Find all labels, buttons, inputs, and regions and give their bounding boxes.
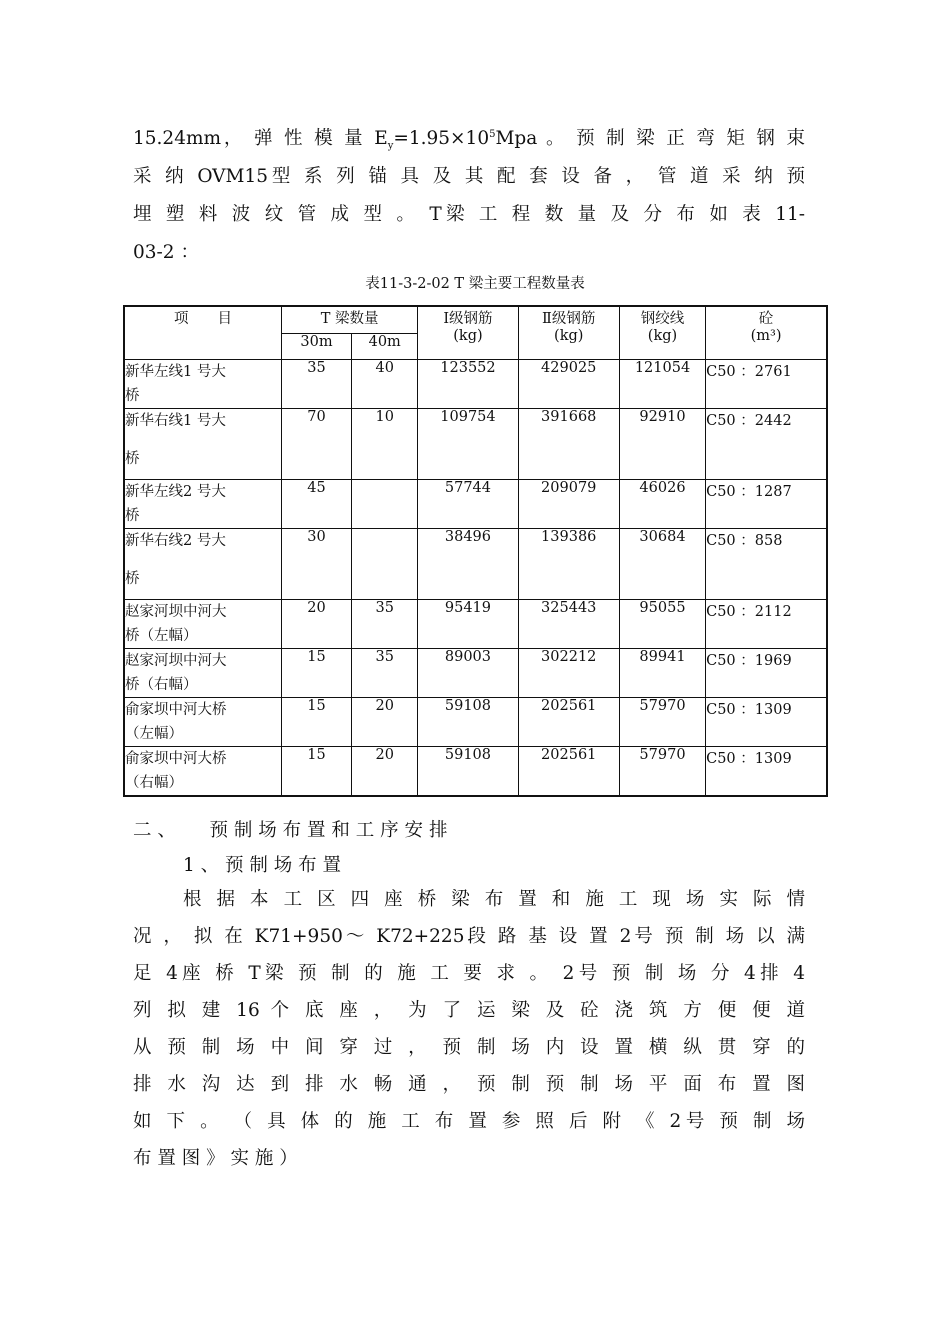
header-strand	[619, 306, 705, 360]
paragraph-line: 根 据 本 工 区 四 座 桥 梁 布 置 和 施 工 现 场 实 际 情	[183, 889, 805, 910]
cell-strand: 57970	[619, 747, 705, 797]
cell-concrete: C50 ：1287	[706, 480, 827, 529]
header-label: 钢绞线	[640, 311, 685, 327]
cell-30m: 70	[281, 409, 351, 480]
cell-40m: 35	[352, 649, 418, 698]
cell-steel2: 209079	[518, 480, 619, 529]
cell-name	[124, 600, 281, 649]
name-line: 新华左线2 号大	[125, 484, 226, 500]
paragraph-line: 03-2 ：	[133, 242, 199, 263]
cell-40m: 40	[352, 360, 418, 409]
name-line: 俞家坝中河大桥	[125, 751, 227, 767]
cell-strand: 57970	[619, 698, 705, 747]
cell-name	[124, 360, 281, 409]
header-label: Ⅱ级钢筋	[542, 311, 596, 327]
paragraph-line: 如 下 。 （ 具 体 的 施 工 布 置 参 照 后 附 《 2号 预 制 场	[133, 1111, 805, 1132]
cell-name	[124, 480, 281, 529]
table-row	[124, 600, 827, 649]
cell-name	[124, 698, 281, 747]
cell-concrete: C50 ：1309	[706, 747, 827, 797]
text-span: Mpa 。 预 制 梁 正 弯 矩 钢 束	[495, 128, 805, 149]
superscript: 5	[489, 128, 496, 140]
table-row	[124, 649, 827, 698]
cell-30m: 15	[281, 698, 351, 747]
subscript: y	[387, 140, 394, 152]
cell-40m: 35	[352, 600, 418, 649]
cell-40m: 20	[352, 698, 418, 747]
cell-30m: 35	[281, 360, 351, 409]
text-span: 15.24mm， 弹 性 模 量 E	[133, 128, 388, 149]
header-unit: (kg)	[554, 328, 584, 344]
name-line: （右幅）	[125, 775, 183, 791]
paragraph-line: 况 ， 拟 在 K71+950～ K72+225段 路 基 设 置 2号 预 制 场 以 满	[133, 926, 805, 947]
cell-steel1: 59108	[418, 747, 518, 797]
name-line: 桥	[125, 571, 140, 587]
paragraph-line: 列 拟 建 16 个 底 座 ， 为 了 运 梁 及 砼 浇 筑 方 便 便 道	[133, 1000, 805, 1021]
cell-steel2: 139386	[518, 529, 619, 600]
header-label: 砼	[758, 311, 774, 327]
paragraph-line	[133, 124, 805, 150]
header-steel2	[518, 306, 619, 360]
cell-steel2: 325443	[518, 600, 619, 649]
cell-40m	[352, 480, 418, 529]
table-row	[124, 529, 827, 600]
cell-concrete: C50 ：1969	[706, 649, 827, 698]
cell-concrete: C50 ：2112	[706, 600, 827, 649]
cell-steel2: 202561	[518, 698, 619, 747]
name-line: 新华左线1 号大	[125, 364, 226, 380]
paragraph-line: 采 纳 OVM15型 系 列 锚 具 及 其 配 套 设 备 ， 管 道 采 纳 预	[133, 166, 805, 187]
name-line: 新华右线2 号大	[125, 533, 226, 549]
paragraph-line: 埋 塑 料 波 纹 管 成 型 。 T梁 工 程 数 量 及 分 布 如 表 11-	[133, 204, 805, 225]
section-heading: 二 、 预 制 场 布 置 和 工 序 安 排	[133, 820, 448, 841]
cell-strand: 30684	[619, 529, 705, 600]
cell-40m: 20	[352, 747, 418, 797]
cell-concrete: C50 ：1309	[706, 698, 827, 747]
cell-strand: 89941	[619, 649, 705, 698]
cell-steel1: 123552	[418, 360, 518, 409]
cell-strand: 121054	[619, 360, 705, 409]
cell-30m: 20	[281, 600, 351, 649]
name-line: 新华右线1 号大	[125, 413, 226, 429]
cell-steel1: 38496	[418, 529, 518, 600]
name-line: 俞家坝中河大桥	[125, 702, 227, 718]
cell-strand: 92910	[619, 409, 705, 480]
name-line: 赵家河坝中河大	[125, 653, 227, 669]
cell-40m: 10	[352, 409, 418, 480]
cell-steel1: 95419	[418, 600, 518, 649]
name-line: 桥	[125, 451, 140, 467]
cell-30m: 45	[281, 480, 351, 529]
table-row	[124, 698, 827, 747]
header-40m: 40m	[352, 333, 418, 360]
header-30m: 30m	[281, 333, 351, 360]
name-line: 桥	[125, 388, 140, 404]
table-caption: 表11-3-2-02 T 梁主要工程数量表	[365, 276, 585, 292]
header-label: Ⅰ级钢筋	[443, 311, 493, 327]
name-line: 桥（右幅）	[125, 677, 198, 693]
cell-steel2: 202561	[518, 747, 619, 797]
cell-steel2: 391668	[518, 409, 619, 480]
cell-concrete: C50 ：2761	[706, 360, 827, 409]
header-concrete	[706, 306, 827, 360]
table-row	[124, 480, 827, 529]
header-steel1	[418, 306, 518, 360]
cell-steel2: 302212	[518, 649, 619, 698]
cell-concrete: C50 ：858	[706, 529, 827, 600]
cell-steel1: 59108	[418, 698, 518, 747]
name-line: 桥（左幅）	[125, 628, 198, 644]
subsection-heading: 1 、 预 制 场 布 置	[183, 855, 342, 876]
cell-steel2: 429025	[518, 360, 619, 409]
cell-30m: 15	[281, 649, 351, 698]
paragraph-line: 排 水 沟 达 到 排 水 畅 通 ， 预 制 预 制 场 平 面 布 置 图	[133, 1074, 805, 1095]
paragraph-line: 布 置 图 》 实 施 ）	[133, 1148, 298, 1169]
header-t-beam: T 梁数量	[281, 306, 417, 333]
paragraph-line: 从 预 制 场 中 间 穿 过 ， 预 制 场 内 设 置 横 纵 贯 穿 的	[133, 1037, 805, 1058]
quantity-table	[123, 305, 828, 797]
name-line: 桥	[125, 508, 140, 524]
cell-name	[124, 747, 281, 797]
table-row	[124, 747, 827, 797]
cell-30m: 30	[281, 529, 351, 600]
cell-concrete: C50 ：2442	[706, 409, 827, 480]
cell-name	[124, 409, 281, 480]
table-header-row	[124, 306, 827, 333]
cell-name	[124, 529, 281, 600]
cell-steel1: 57744	[418, 480, 518, 529]
header-unit: (m³)	[750, 328, 782, 344]
cell-steel1: 109754	[418, 409, 518, 480]
paragraph-line: 足 4座 桥 T梁 预 制 的 施 工 要 求 。 2号 预 制 场 分 4排 4	[133, 963, 805, 984]
cell-steel1: 89003	[418, 649, 518, 698]
cell-strand: 95055	[619, 600, 705, 649]
cell-strand: 46026	[619, 480, 705, 529]
table-row	[124, 409, 827, 480]
table-row	[124, 360, 827, 409]
header-unit: (kg)	[453, 328, 483, 344]
name-line: （左幅）	[125, 726, 183, 742]
cell-name	[124, 649, 281, 698]
name-line: 赵家河坝中河大	[125, 604, 227, 620]
cell-40m	[352, 529, 418, 600]
header-unit: (kg)	[647, 328, 678, 344]
text-span: =1.95×10	[393, 128, 490, 149]
cell-30m: 15	[281, 747, 351, 797]
header-item: 项 目	[124, 306, 281, 360]
